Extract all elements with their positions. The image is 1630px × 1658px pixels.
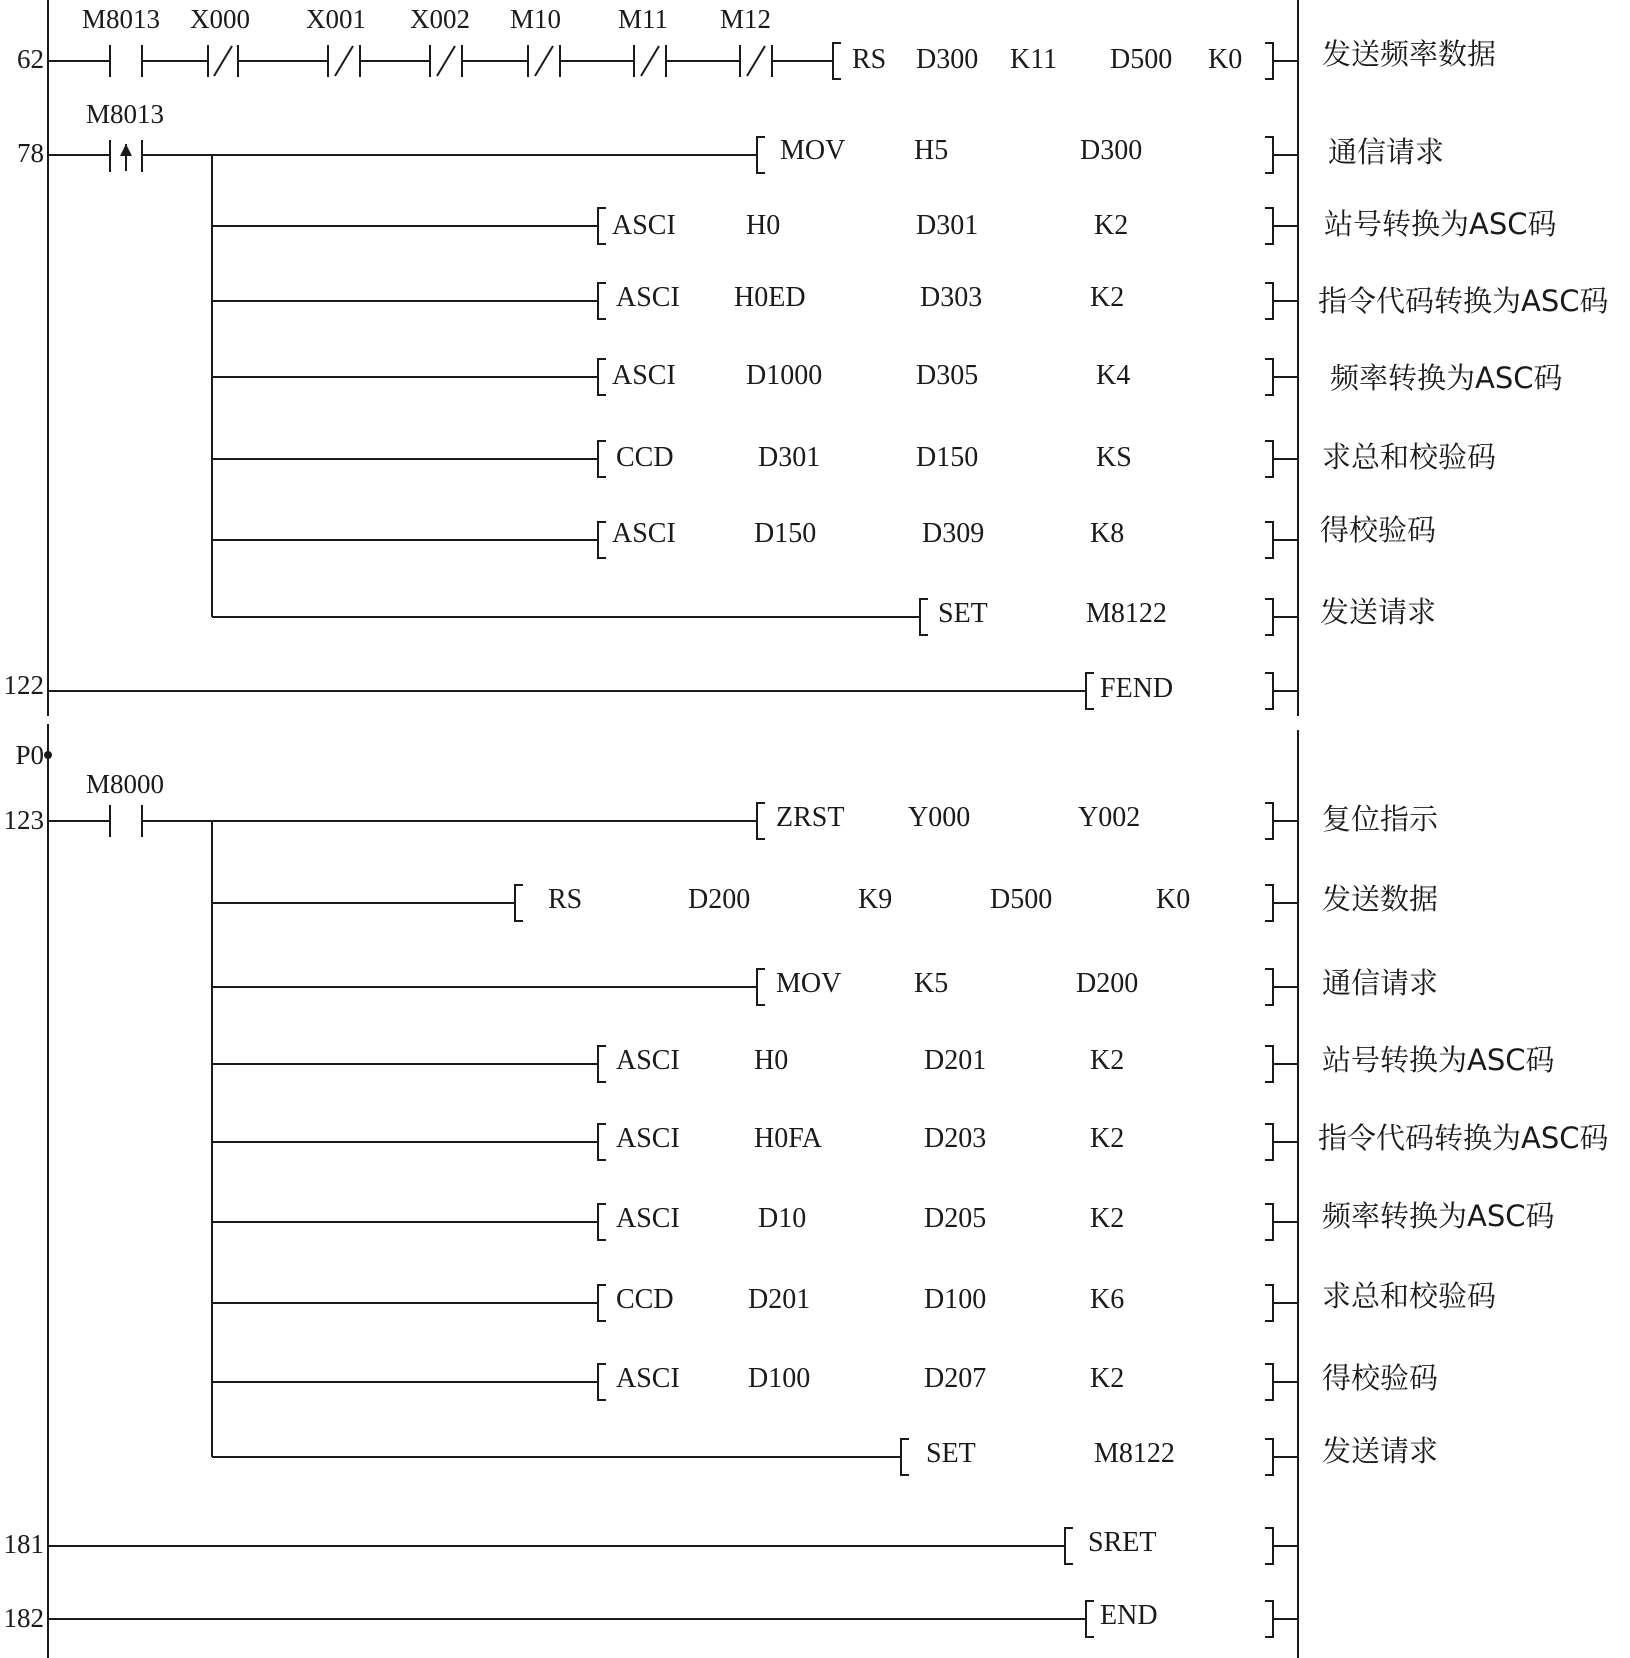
- operand: K4: [1096, 360, 1131, 391]
- instruction-op: CCD: [616, 442, 674, 473]
- operand: H0: [746, 210, 781, 241]
- instruction-op: SRET: [1088, 1527, 1157, 1558]
- rung-comment: 站号转换为ASC码: [1322, 1043, 1555, 1077]
- step-number: 122: [3, 670, 44, 700]
- operand: D203: [924, 1123, 987, 1154]
- contact-label: X002: [410, 4, 470, 34]
- instruction-op: SET: [938, 598, 988, 629]
- operand: K2: [1090, 282, 1125, 313]
- instruction-op: RS: [548, 884, 583, 915]
- operand: D100: [748, 1363, 811, 1394]
- operand: D1000: [746, 360, 823, 391]
- contact-label: X001: [306, 4, 366, 34]
- operand: D207: [924, 1363, 987, 1394]
- operand: K2: [1090, 1203, 1125, 1234]
- instruction-op: ASCI: [612, 518, 676, 549]
- operand: K2: [1090, 1123, 1125, 1154]
- operand: D309: [922, 518, 985, 549]
- instruction-op: CCD: [616, 1284, 674, 1315]
- rung-comment: 站号转换为ASC码: [1324, 207, 1557, 241]
- rung-comment: 发送频率数据: [1322, 37, 1497, 71]
- rung-comment: 发送请求: [1322, 1434, 1439, 1468]
- operand: H0FA: [754, 1123, 822, 1154]
- contact-label: M8013: [86, 99, 165, 129]
- rung-comment: 频率转换为ASC码: [1322, 1199, 1555, 1233]
- operand: H5: [914, 135, 949, 166]
- rung-comment: 指令代码转换为ASC码: [1318, 284, 1609, 318]
- rung-comment: 求总和校验码: [1322, 440, 1497, 474]
- instruction-op: ASCI: [612, 360, 676, 391]
- operand: D301: [758, 442, 821, 473]
- operand: K11: [1010, 44, 1058, 75]
- instruction-op: ASCI: [616, 1363, 680, 1394]
- operand: D205: [924, 1203, 987, 1234]
- operand: H0: [754, 1045, 789, 1076]
- pointer-label: P0: [15, 740, 44, 770]
- operand: D200: [1076, 968, 1139, 999]
- operand: M8122: [1094, 1438, 1175, 1469]
- instruction-op: ASCI: [612, 210, 676, 241]
- operand: K2: [1094, 210, 1129, 241]
- operand: K0: [1156, 884, 1191, 915]
- operand: D150: [754, 518, 817, 549]
- instruction-op: ASCI: [616, 1123, 680, 1154]
- operand: H0ED: [734, 282, 806, 313]
- instruction-op: ZRST: [776, 802, 845, 833]
- contact-label: X000: [190, 4, 250, 34]
- step-number: 78: [17, 138, 44, 168]
- instruction-op: ASCI: [616, 1045, 680, 1076]
- instruction-op: FEND: [1100, 673, 1174, 704]
- operand: D201: [748, 1284, 811, 1315]
- contact-label: M8000: [86, 769, 165, 799]
- rung-comment: 发送请求: [1320, 595, 1437, 629]
- instruction-op: RS: [852, 44, 887, 75]
- step-number: 181: [3, 1529, 44, 1559]
- contact-label: M8013: [82, 4, 161, 34]
- rung-comment: 求总和校验码: [1322, 1279, 1497, 1313]
- instruction-op: ASCI: [616, 1203, 680, 1234]
- step-number: 182: [3, 1603, 44, 1633]
- operand: K6: [1090, 1284, 1125, 1315]
- rung-comment: 得校验码: [1322, 1361, 1439, 1395]
- operand: K2: [1090, 1045, 1125, 1076]
- pointer-dot: [44, 751, 52, 759]
- instruction-op: MOV: [776, 968, 842, 999]
- operand: K8: [1090, 518, 1125, 549]
- step-number: 123: [3, 805, 44, 835]
- operand: D500: [990, 884, 1053, 915]
- operand: D200: [688, 884, 751, 915]
- rung-comment: 发送数据: [1322, 882, 1439, 916]
- operand: KS: [1096, 442, 1132, 473]
- instruction-op: MOV: [780, 135, 846, 166]
- operand: D500: [1110, 44, 1173, 75]
- operand: D300: [1080, 135, 1143, 166]
- operand: K5: [914, 968, 949, 999]
- operand: K9: [858, 884, 893, 915]
- operand: D201: [924, 1045, 987, 1076]
- operand: Y002: [1078, 802, 1141, 833]
- rung-comment: 通信请求: [1322, 966, 1439, 1000]
- instruction-op: END: [1100, 1600, 1158, 1631]
- instruction-op: SET: [926, 1438, 976, 1469]
- operand: D300: [916, 44, 979, 75]
- rung-comment: 指令代码转换为ASC码: [1318, 1121, 1609, 1155]
- rung-comment: 通信请求: [1328, 135, 1445, 169]
- operand: M8122: [1086, 598, 1167, 629]
- contact-label: M11: [618, 4, 669, 34]
- operand: D303: [920, 282, 983, 313]
- operand: D10: [758, 1203, 807, 1234]
- instruction-op: ASCI: [616, 282, 680, 313]
- operand: Y000: [908, 802, 971, 833]
- rung-comment: 复位指示: [1322, 802, 1439, 836]
- operand: D305: [916, 360, 979, 391]
- rung-comment: 频率转换为ASC码: [1330, 361, 1563, 395]
- rung-comment: 得校验码: [1320, 513, 1437, 547]
- step-number: 62: [17, 44, 44, 74]
- operand: D301: [916, 210, 979, 241]
- contact-label: M12: [720, 4, 772, 34]
- operand: D150: [916, 442, 979, 473]
- contact-label: M10: [510, 4, 562, 34]
- operand: D100: [924, 1284, 987, 1315]
- operand: K2: [1090, 1363, 1125, 1394]
- operand: K0: [1208, 44, 1243, 75]
